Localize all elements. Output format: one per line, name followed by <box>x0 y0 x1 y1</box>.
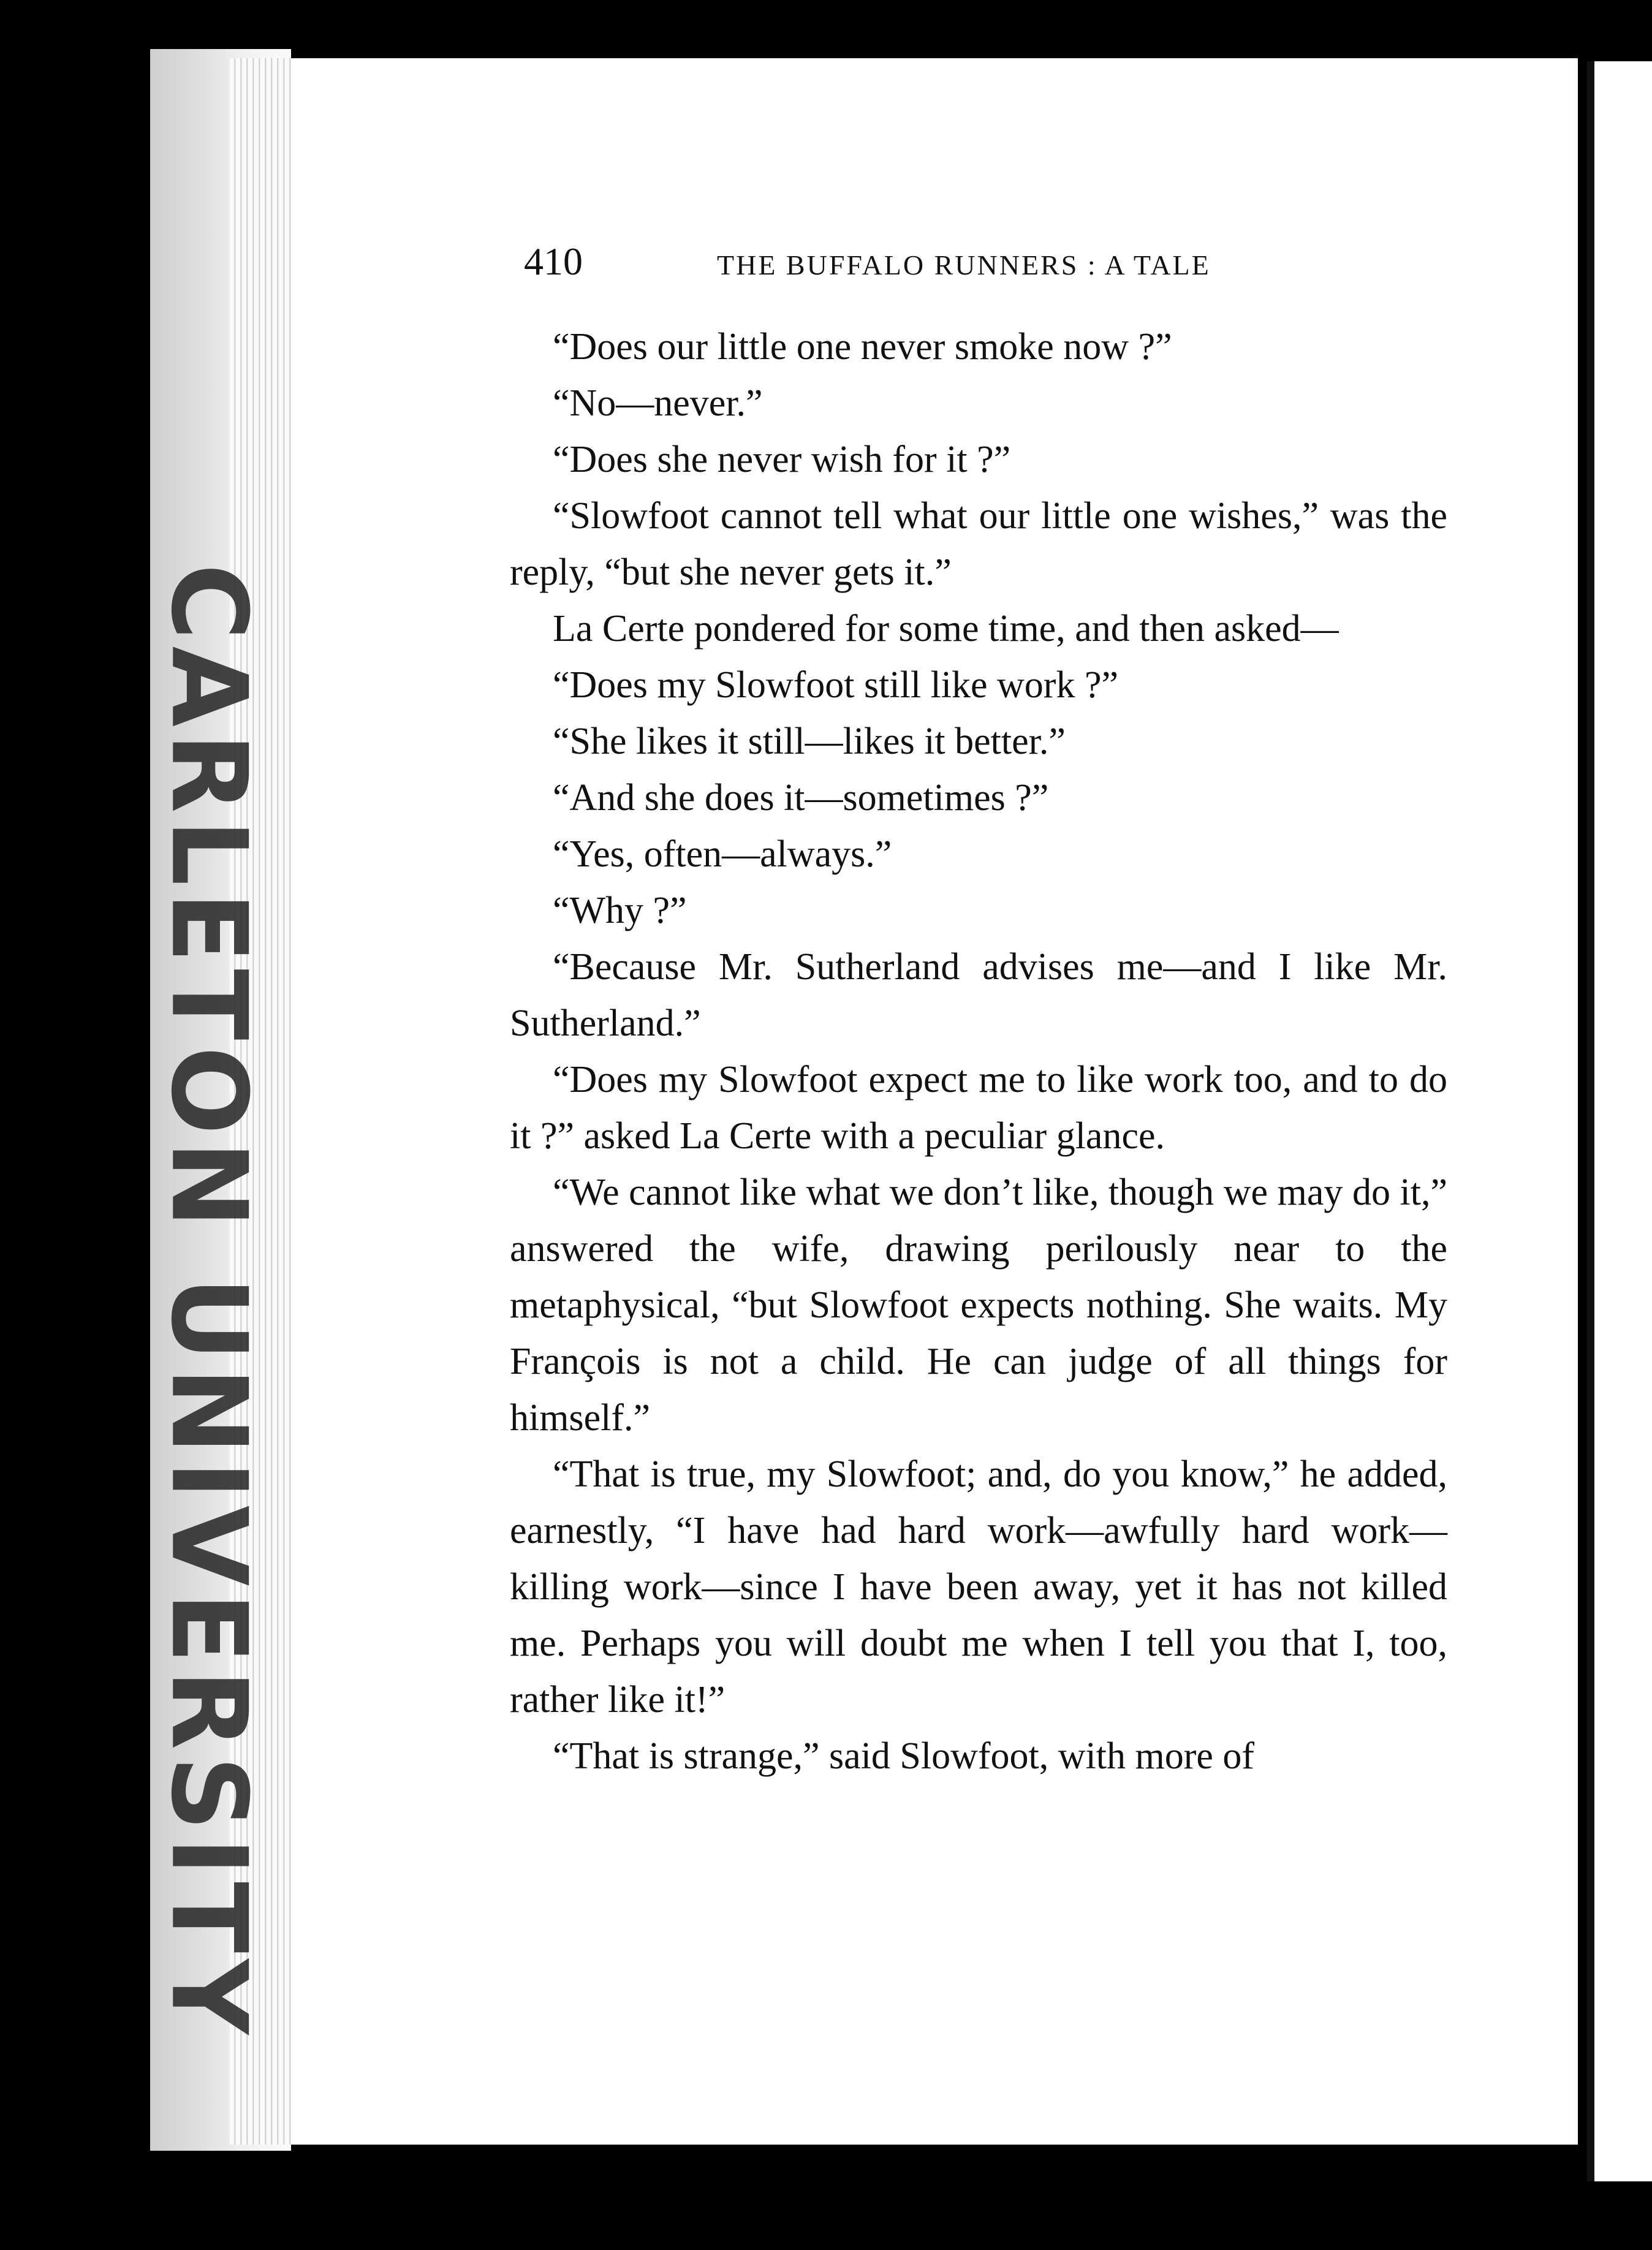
paragraph: “We cannot like what we don’t like, though we may do it,” answered the wife, drawing perilously near to the metaphysical, “but Slowfoot expects nothing. She waits. My François is not a child. He can judge of all things for himself.” <box>510 1172 1447 1439</box>
paragraph: “Does my Slowfoot still like work ?” <box>553 664 1118 706</box>
paragraph: “And she does it—sometimes ?” <box>553 777 1049 819</box>
paragraph: La Certe pondered for some time, and then asked— <box>553 608 1339 650</box>
body-text <box>510 319 1447 1784</box>
paragraph: “That is strange,” said Slowfoot, with more of <box>553 1735 1255 1777</box>
paragraph: “That is true, my Slowfoot; and, do you know,” he added, earnestly, “I have had hard work—awfully hard work—killing work—since I have been away, yet it has not killed me. Perhaps you will doubt me when I tell you that I, too, rather like it!” <box>510 1453 1447 1721</box>
paragraph: “Does our little one never smoke now ?” <box>553 326 1172 368</box>
paragraph: “Does she never wish for it ?” <box>553 439 1011 480</box>
paragraph: “Does my Slowfoot expect me to like work too, and to do it ?” asked La Certe with a peculiar glance. <box>510 1059 1447 1157</box>
page-number: 410 <box>524 240 583 283</box>
running-title: THE BUFFALO RUNNERS : A TALE <box>717 249 1211 281</box>
paragraph: “Why ?” <box>553 890 687 931</box>
library-stamp-text: CARLETON UNIVERSITY <box>148 563 270 2041</box>
paragraph: “She likes it still—likes it better.” <box>553 721 1066 762</box>
library-stamp <box>116 563 300 2041</box>
paragraph: “No—never.” <box>553 382 763 424</box>
paragraph: “Slowfoot cannot tell what our little one wishes,” was the reply, “but she never gets it.” <box>510 495 1447 593</box>
facing-page-edge <box>1587 61 1652 2181</box>
paragraph: “Because Mr. Sutherland advises me—and I like Mr. Sutherland.” <box>510 946 1447 1044</box>
paragraph: “Yes, often—always.” <box>553 833 892 875</box>
